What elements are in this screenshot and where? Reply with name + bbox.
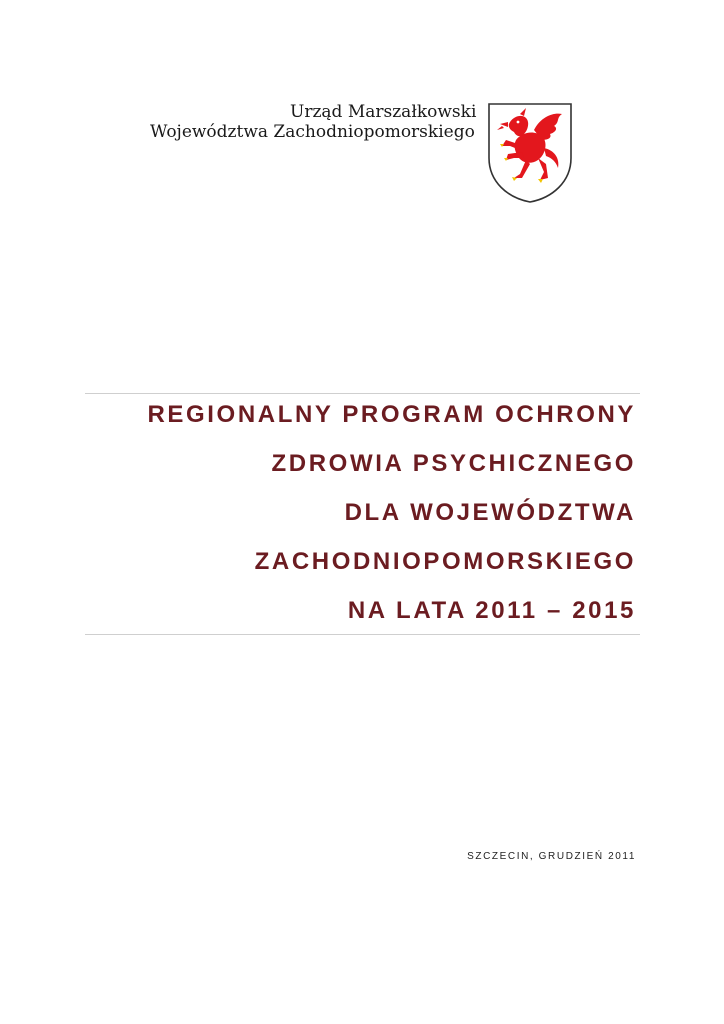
bottom-divider [85, 634, 640, 635]
griffin-coat-of-arms-icon [486, 100, 574, 204]
document-title [76, 398, 636, 643]
top-divider [85, 393, 640, 394]
office-name-line2: Województwa Zachodniopomorskiego [150, 122, 475, 142]
title-line-5: NA LATA 2011 – 2015 [347, 597, 636, 624]
title-line-1: REGIONALNY PROGRAM OCHRONY [147, 401, 636, 428]
title-line-4: ZACHODNIOPOMORSKIEGO [254, 548, 636, 575]
title-line-2: ZDROWIA PSYCHICZNEGO [271, 450, 636, 477]
place-and-date: SZCZECIN, GRUDZIEŃ 2011 [467, 851, 636, 862]
title-line-3: DLA WOJEWÓDZTWA [344, 499, 636, 526]
office-name-line1: Urząd Marszałkowski [290, 102, 477, 122]
